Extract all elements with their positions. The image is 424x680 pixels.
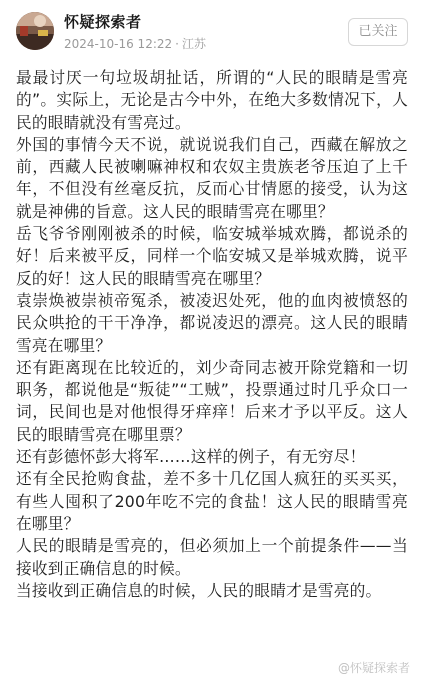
post-paragraph: 还有距离现在比较近的，刘少奇同志被开除党籍和一切职务，都说他是“叛徒”“工贼”，投票通过时几乎众口一词，民间也是对他恨得牙痒痒！后来才予以平反。这人民的眼睛雪亮在哪里票？	[16, 357, 408, 444]
post-paragraph: 当接收到正确信息的时候，人民的眼睛才是雪亮的。	[16, 580, 382, 600]
post-paragraph: 还有彭德怀彭大将军……这样的例子，有无穷尽！	[16, 447, 366, 467]
meta-separator: ·	[175, 37, 179, 51]
post-paragraph: 人民的眼睛是雪亮的，但必须加上一个前提条件——当接收到正确信息的时候。	[16, 536, 408, 578]
post-paragraph: 袁崇焕被崇祯帝冤杀，被凌迟处死，他的血肉被愤怒的民众哄抢的干干净净，都说凌迟的漂亮。这人民的眼睛雪亮在哪里？	[16, 290, 408, 355]
author-avatar[interactable]	[16, 12, 54, 50]
post-meta	[64, 35, 206, 52]
author-name[interactable]: 怀疑探索者	[64, 13, 142, 31]
post-timestamp: 2024-10-16 12:22	[64, 37, 173, 51]
post-body	[16, 67, 408, 602]
post-paragraph: 还有全民抢购食盐，差不多十几亿国人疯狂的买买买，有些人囤积了200年吃不完的食盐！这人民的眼睛雪亮在哪里？	[16, 469, 408, 533]
post-header	[0, 0, 424, 62]
post-paragraph: 最最讨厌一句垃圾胡扯话，所谓的“人民的眼睛是雪亮的”。实际上，无论是古今中外，在绝大多数情况下，人民的眼睛就没有雪亮过。	[16, 68, 408, 132]
post-paragraph: 外国的事情今天不说，就说说我们自己，西藏在解放之前，西藏人民被喇嘛神权和农奴主贵族老爷压迫了上千年，不但没有丝毫反抗，反而心甘情愿的接受，认为这就是神佛的旨意。这人民的眼睛雪亮在哪里？	[16, 134, 408, 221]
watermark: @怀疑探索者	[337, 661, 410, 675]
follow-button[interactable]: 已关注	[348, 18, 408, 46]
post-location: 江苏	[181, 37, 206, 51]
post-paragraph: 岳飞爷爷刚刚被杀的时候，临安城举城欢腾，都说杀的好！后来被平反，同样一个临安城又是举城欢腾，说平反的好！这人民的眼睛雪亮在哪里？	[16, 224, 408, 288]
